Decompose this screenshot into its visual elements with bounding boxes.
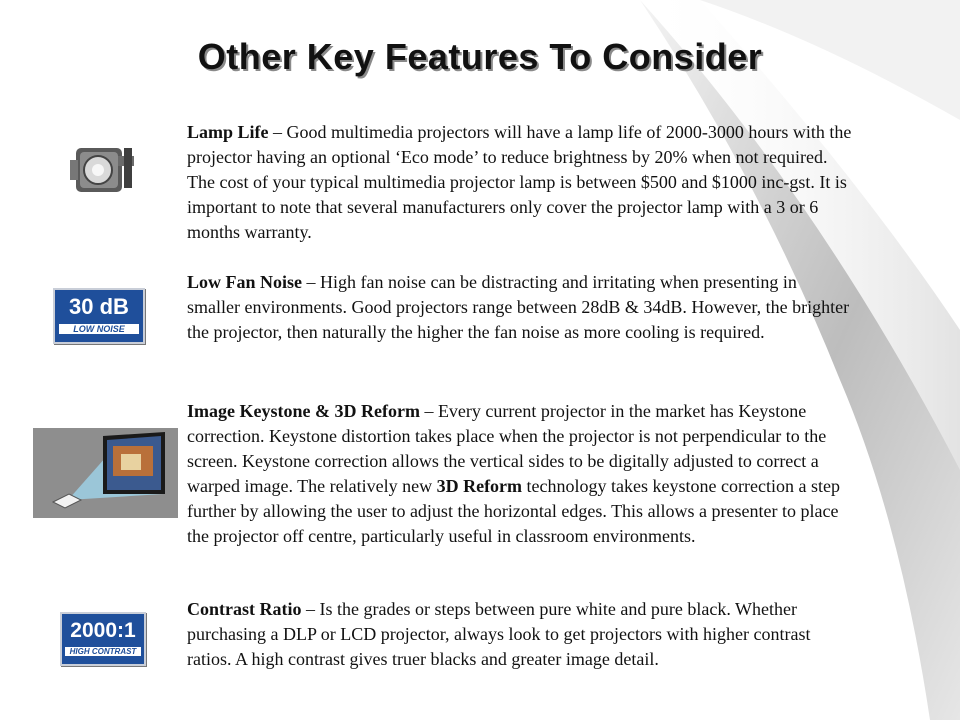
feature-dash: – [268, 122, 287, 142]
feature-name: Lamp Life [187, 122, 269, 142]
page-title: Other Key Features To Consider [197, 36, 763, 77]
badge-value: 30 dB [69, 294, 129, 319]
feature-lamp-life [187, 120, 852, 245]
badge-caption: HIGH CONTRAST [65, 647, 141, 656]
badge-caption: LOW NOISE [59, 324, 139, 334]
feature-text: Is the grades or steps between pure white and pure black. Whether purchasing a DLP or LCD projector, always look to get projectors with higher contrast ratios. A high contrast gives truer blacks and greater image detail. [187, 599, 811, 669]
badge-value: 2000:1 [70, 619, 136, 642]
feature-contrast-ratio [187, 597, 852, 672]
feature-low-fan-noise [187, 270, 852, 345]
projector-lamp-icon [62, 138, 142, 200]
feature-image-keystone [187, 399, 852, 549]
feature-name: Contrast Ratio [187, 599, 302, 619]
feature-dash: – [419, 401, 438, 421]
high-contrast-badge-icon [60, 612, 146, 666]
low-noise-badge-icon [53, 288, 145, 344]
keystone-diagram-icon [33, 428, 178, 518]
feature-bold-term: 3D Reform [436, 476, 523, 496]
feature-text: High fan noise can be distracting and irritating when presenting in smaller environments. Good projectors range between 28dB & 34dB. However, the brighter the projector, then naturally the higher the fan noise as more cooling is required. [187, 272, 850, 342]
feature-name: Low Fan Noise [187, 272, 303, 292]
feature-text: Every current projector in the market has Keystone correction. Keystone distortion takes place when the projector is not perpendicular to the screen. Keystone correction allows the vertical sides to be digitally adjusted to correct a warped image. The relatively new [187, 401, 827, 496]
feature-dash: – [302, 272, 321, 292]
feature-text: technology takes keystone correction a step further by allowing the user to adjust the horizontal edges. This allows a presenter to place the projector off centre, particularly useful in classroom environments. [187, 476, 840, 546]
feature-dash: – [301, 599, 320, 619]
feature-name: Image Keystone & 3D Reform [187, 401, 420, 421]
feature-text: Good multimedia projectors will have a lamp life of 2000-3000 hours with the projector having an optional ‘Eco mode’ to reduce brightness by 20% when not required. The cost of your typical multimedia projector lamp is between $500 and $1000 inc-gst. It is important to note that several manufacturers only cover the projector lamp with a 3 or 6 months warranty. [187, 122, 852, 242]
